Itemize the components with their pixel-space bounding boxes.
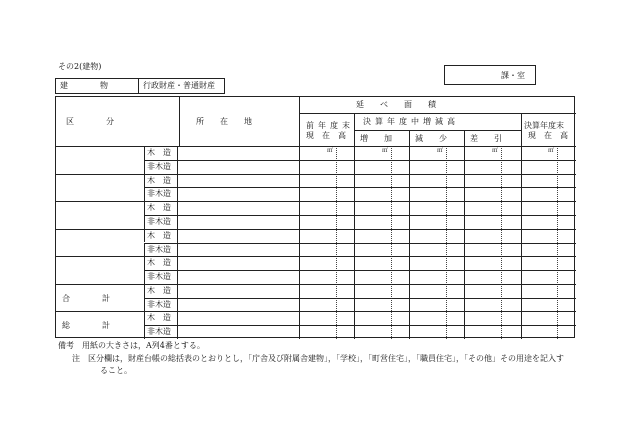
unit-increase: ㎡ — [382, 147, 389, 154]
dept-label: 課・室 — [501, 71, 525, 80]
header-difference: 差 引 — [470, 134, 502, 143]
row-type: 非木造 — [147, 299, 171, 309]
row-type: 非木造 — [147, 161, 171, 171]
building-label: 建 物 — [60, 81, 108, 90]
header-increase: 増 加 — [360, 134, 392, 143]
row-type: 非木造 — [147, 327, 171, 337]
form-id: その2(建物) — [58, 62, 102, 71]
header-decrease: 減 少 — [415, 134, 447, 143]
row-type: 非木造 — [147, 244, 171, 254]
row-type: 木 造 — [147, 148, 171, 157]
header-current-status: 現 在 高 — [306, 131, 346, 140]
unit-prev: ㎡ — [327, 147, 334, 154]
row-type: 木 造 — [147, 230, 171, 240]
header-floor-area: 延 べ 面 積 — [356, 100, 436, 109]
unit-difference: ㎡ — [492, 147, 499, 154]
remark: 備考 用紙の大きさは，A列4番とする。 — [58, 341, 205, 350]
header-location: 所 在 地 — [196, 117, 252, 126]
row-type: 非木造 — [147, 189, 171, 199]
row-type: 木 造 — [147, 313, 171, 323]
floor-area-table — [55, 96, 575, 338]
header-current-status2: 現 在 高 — [528, 131, 568, 140]
header-category: 区 分 — [66, 117, 114, 126]
note-line1: 注 区分欄は，財産台帳の総括表のとおりとし，「庁舎及び附属舎建物」，「学校」，「町営住宅」，「職員住宅」，「その他」その用途を記入す — [72, 354, 564, 363]
row-type: 木 造 — [147, 258, 171, 268]
row-group: 総 計 — [62, 321, 110, 331]
note-line2: ること。 — [100, 366, 132, 375]
header-prev-year-end: 前年度末 — [306, 121, 354, 130]
header-fy-end: 決算年度末 — [524, 121, 564, 130]
building-value: 行政財産・普通財産 — [143, 81, 215, 90]
row-type: 木 造 — [147, 285, 171, 295]
unit-fy-end: ㎡ — [548, 147, 555, 154]
row-type: 木 造 — [147, 175, 171, 185]
row-type: 木 造 — [147, 203, 171, 213]
dept-box — [444, 65, 536, 85]
row-type: 非木造 — [147, 272, 171, 282]
row-type: 非木造 — [147, 216, 171, 226]
unit-decrease: ㎡ — [437, 147, 444, 154]
row-group: 合 計 — [62, 293, 110, 303]
header-fy-change: 決算年度中増減高 — [363, 117, 459, 126]
